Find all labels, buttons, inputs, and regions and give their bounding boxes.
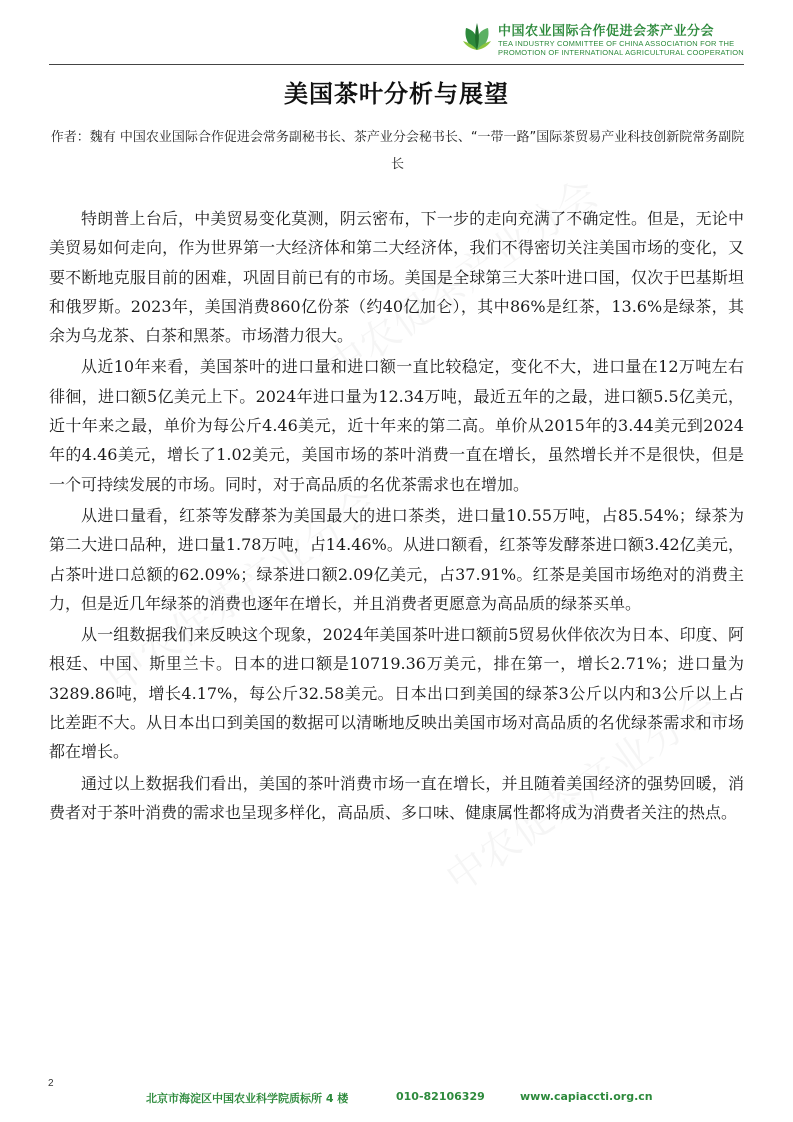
footer-website-link[interactable]: www.capiaccti.org.cn bbox=[520, 1090, 653, 1103]
page-header bbox=[460, 18, 760, 58]
footer-phone: 010-82106329 bbox=[396, 1090, 485, 1103]
article-title: 美国茶叶分析与展望 bbox=[284, 80, 509, 108]
page-number: 2 bbox=[48, 1078, 54, 1089]
tea-leaf-logo-icon bbox=[460, 20, 494, 54]
page-footer bbox=[0, 1090, 793, 1106]
paragraph: 从一组数据我们来反映这个现象，2024年美国茶叶进口额前5贸易伙伴依次为日本、印度、阿根廷、中国、斯里兰卡。日本的进口额是10719.36万美元，排在第一，增长2.71%；进口量为3289.86吨，增长4.17%，每公斤32.58美元。日本出口到美国的绿茶3公斤以内和3公斤以上占比差距不大。从日本出口到美国的数据可以清晰地反映出美国市场对高品质的名优绿茶需求和市场都在增长。 bbox=[49, 625, 744, 762]
paragraph: 特朗普上台后，中美贸易变化莫测，阴云密布，下一步的走向充满了不确定性。但是，无论中美贸易如何走向，作为世界第一大经济体和第二大经济体，我们不得密切关注美国市场的变化，又要不断地克服目前的困难，巩固目前已有的市场。美国是全球第三大茶叶进口国，仅次于巴基斯坦和俄罗斯。2023年，美国消费860亿份茶（约40亿加仑），其中86%是红茶，13.6%是绿茶，其余为乌龙茶、白茶和黑茶。市场潜力很大。 bbox=[49, 209, 744, 346]
header-divider bbox=[49, 64, 744, 65]
article-body bbox=[49, 204, 744, 829]
org-name-en: TEA INDUSTRY COMMITTEE OF CHINA ASSOCIATION FOR THE PROMOTION OF INTERNATIONAL AGRICULTURAL COOPERATION bbox=[498, 39, 744, 57]
paragraph: 从进口量看，红茶等发酵茶为美国最大的进口茶类，进口量10.55万吨，占85.54%；绿茶为第二大进口品种，进口量1.78万吨，占14.46%。从进口额看，红茶等发酵茶进口额3.42亿美元，占茶叶进口总额的62.09%；绿茶进口额2.09亿美元，占37.91%。红茶是美国市场绝对的消费主力，但是近几年绿茶的消费也逐年在增长，并且消费者更愿意为高品质的绿茶买单。 bbox=[49, 505, 744, 613]
org-name-cn: 中国农业国际合作促进会茶产业分会 bbox=[498, 24, 715, 39]
author-line: 作者：魏有 中国农业国际合作促进会常务副秘书长、茶产业分会秘书长、“一带一路”国际茶贸易产业科技创新院常务副院长 bbox=[50, 130, 745, 172]
paragraph: 通过以上数据我们看出，美国的茶叶消费市场一直在增长，并且随着美国经济的强势回暖，消费者对于茶叶消费的需求也呈现多样化，高品质、多口味、健康属性都将成为消费者关注的热点。 bbox=[49, 773, 744, 822]
footer-address: 北京市海淀区中国农业科学院质标所 4 楼 bbox=[146, 1092, 349, 1105]
paragraph: 从近10年来看，美国茶叶的进口量和进口额一直比较稳定，变化不大，进口量在12万吨左右徘徊，进口额5亿美元上下。2024年进口量为12.34万吨，最近五年的之最，进口额5.5亿美元，近十年来之最，单价为每公斤4.46美元，近十年来的第二高。单价从2015年的3.44美元到2024年的4.46美元，增长了1.02美元，美国市场的茶叶消费一直在增长，虽然增长并不是很快，但是一个可持续发展的市场。同时，对于高品质的名优茶需求也在增加。 bbox=[49, 357, 744, 494]
